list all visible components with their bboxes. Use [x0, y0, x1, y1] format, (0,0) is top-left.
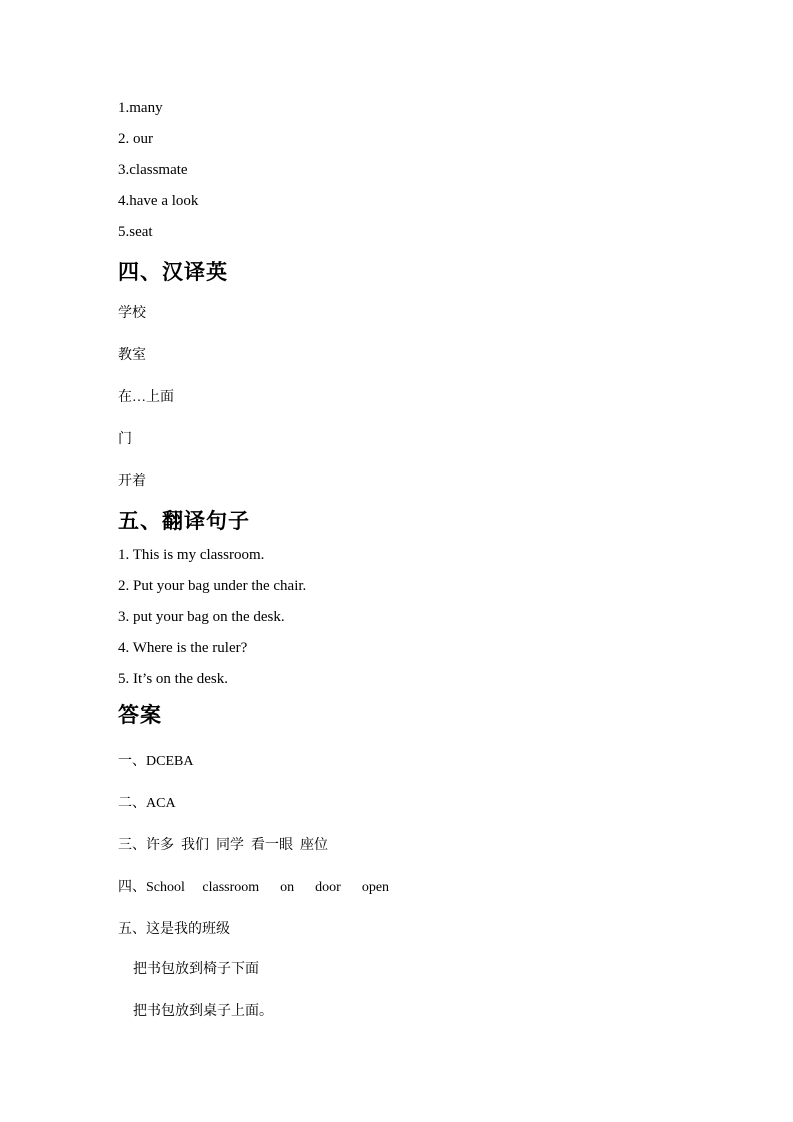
- cn-to-en-item: 学校: [118, 306, 146, 321]
- answer-item: 四、School classroom on door open: [118, 880, 390, 895]
- cn-to-en-item: 开着: [118, 474, 146, 489]
- answer-item: 二、ACA: [118, 796, 176, 811]
- answers-section: [118, 754, 733, 964]
- section-heading-cn-to-en: 四、汉译英: [118, 261, 228, 284]
- cn-to-en-section: [118, 306, 733, 516]
- cn-to-en-item: 门: [118, 432, 132, 447]
- translate-item: 1. This is my classroom.: [118, 547, 265, 563]
- translate-item: 3. put your bag on the desk.: [118, 609, 285, 625]
- translate-item: 2. Put your bag under the chair.: [118, 578, 307, 594]
- cn-to-en-item: 教室: [118, 348, 146, 363]
- translate-item: 5. It’s on the desk.: [118, 671, 228, 687]
- answer-item: 三、许多 我们 同学 看一眼 座位: [118, 838, 328, 853]
- answer-five-continuation: [118, 962, 733, 1046]
- translate-item: 4. Where is the ruler?: [118, 640, 248, 656]
- answer-item: 把书包放到椅子下面: [133, 962, 259, 977]
- vocab-item: 1.many: [118, 100, 163, 116]
- cn-to-en-item: 在…上面: [118, 390, 174, 405]
- vocab-item: 2. our: [118, 131, 153, 147]
- translate-section: [118, 548, 733, 703]
- vocab-item: 4.have a look: [118, 193, 199, 209]
- section-heading-answers: 答案: [118, 704, 162, 727]
- vocab-section: [118, 101, 733, 256]
- answer-item: 五、这是我的班级: [118, 922, 230, 937]
- answer-item: 一、DCEBA: [118, 754, 194, 769]
- answer-item: 把书包放到桌子上面。: [133, 1004, 273, 1019]
- vocab-item: 5.seat: [118, 224, 153, 240]
- vocab-item: 3.classmate: [118, 162, 188, 178]
- section-heading-translate: 五、翻译句子: [118, 510, 250, 533]
